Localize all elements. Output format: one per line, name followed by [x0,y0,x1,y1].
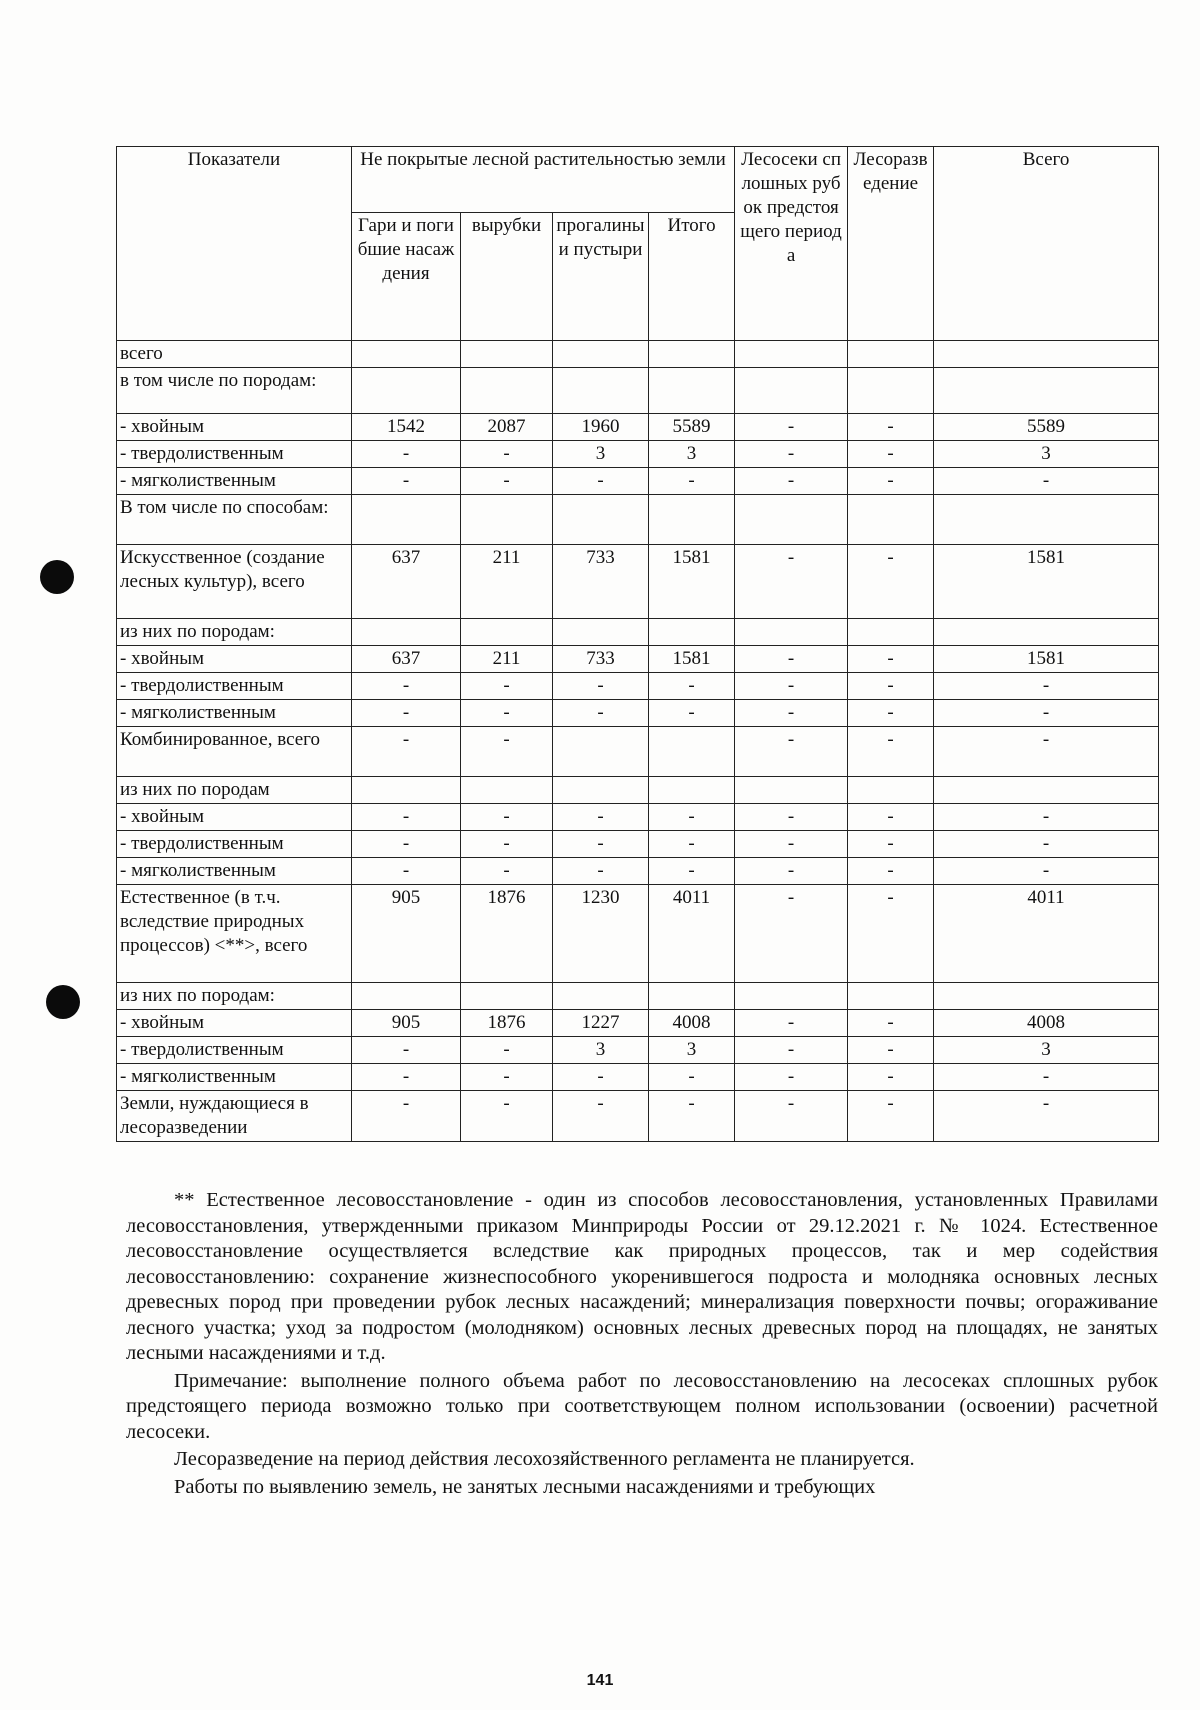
table-row [117,619,1159,646]
table-cell: 733 [553,545,649,619]
table-cell [352,619,461,646]
table-row [117,1037,1159,1064]
header-subtotal: Итого [649,213,735,341]
table-cell: - [461,1064,553,1091]
table-cell: - [461,804,553,831]
table-cell: - [848,1091,934,1142]
table-cell: - [934,804,1159,831]
table-cell: - [649,831,735,858]
table-cell: - [848,1037,934,1064]
table-cell: 1542 [352,414,461,441]
row-label: - хвойным [117,414,352,441]
table-cell: - [352,804,461,831]
table-cell: - [461,468,553,495]
table-cell: - [735,700,848,727]
table-cell: - [461,673,553,700]
table-cell: 211 [461,545,553,619]
table-cell: - [735,1091,848,1142]
table-row [117,414,1159,441]
table-cell: - [848,858,934,885]
table-cell [649,619,735,646]
table-row [117,1010,1159,1037]
table-cell: 1230 [553,885,649,983]
table-cell: - [934,700,1159,727]
row-label: - мягколиственным [117,468,352,495]
table-cell: - [934,831,1159,858]
table-cell: - [934,468,1159,495]
table-row [117,646,1159,673]
table-row [117,495,1159,545]
table-cell: 1581 [934,646,1159,673]
table-cell: - [934,858,1159,885]
table-cell: - [649,700,735,727]
row-label: - хвойным [117,804,352,831]
table-cell: - [848,831,934,858]
table-cell [934,341,1159,368]
row-label: - хвойным [117,646,352,673]
table-cell: - [352,1064,461,1091]
table-cell: - [352,468,461,495]
table-cell: - [352,673,461,700]
table-cell: 637 [352,545,461,619]
header-non-covered: Не покрытые лесной растительностью земли [352,147,735,213]
table-row [117,858,1159,885]
table-cell: - [735,1010,848,1037]
table-cell [649,727,735,777]
row-label: из них по породам [117,777,352,804]
table-cell [649,495,735,545]
table-cell: 4011 [934,885,1159,983]
row-label: Искусственное (создание лесных культур), всего [117,545,352,619]
table-cell [649,341,735,368]
table-cell: - [735,727,848,777]
table-cell [461,983,553,1010]
table-row [117,368,1159,414]
table-cell: - [735,441,848,468]
table-cell: - [735,414,848,441]
table-cell: 733 [553,646,649,673]
row-label: - мягколиственным [117,700,352,727]
table-cell [553,727,649,777]
table-cell [848,495,934,545]
reforestation-table [116,146,1159,1142]
table-cell: - [352,858,461,885]
table-cell: 3 [553,1037,649,1064]
table-cell: 1876 [461,885,553,983]
table-cell [352,777,461,804]
table-cell: - [461,700,553,727]
footnote-text: ** Естественное лесовосстановление - один из способов лесовосстановления, установленных Правилами лесовосстановления, утвержденными приказом Минприроды России от 29.12.2021 г. № 1024. Естественное лесовосстановление осуществляется вследствие как природных процессов, так и мер содействия лесовосстановлению: сохранение жизнеспособного укоренившегося подроста и молодняка основных лесных древесных пород при проведении рубок лесных насаждений; минерализация поверхности почвы; огораживание лесного участка; уход за подростом (молодняком) основных лесных древесных пород на площадях, не занятых лесными насаждениями и т.д. [126,1189,1158,1364]
row-label: - твердолиственным [117,1037,352,1064]
table-cell: - [735,858,848,885]
table-cell: 1581 [934,545,1159,619]
table-cell: 1581 [649,646,735,673]
table-cell: 211 [461,646,553,673]
table-cell: - [352,441,461,468]
table-cell: 905 [352,885,461,983]
table-cell: 4011 [649,885,735,983]
table-row [117,468,1159,495]
table-cell: 3 [934,441,1159,468]
row-label: Естественное (в т.ч. вследствие природных процессов) <**>, всего [117,885,352,983]
table-cell: 1581 [649,545,735,619]
header-total: Всего [934,147,1159,341]
table-cell: 5589 [649,414,735,441]
table-cell: - [848,1010,934,1037]
table-cell [461,619,553,646]
table-cell: - [649,804,735,831]
table-cell: - [735,1037,848,1064]
table-cell: - [934,673,1159,700]
table-cell: 4008 [934,1010,1159,1037]
table-cell [553,983,649,1010]
table-cell [461,495,553,545]
table-cell: - [735,1064,848,1091]
binder-hole [46,985,80,1019]
table-cell: 4008 [649,1010,735,1037]
table-cell: - [735,468,848,495]
table-row [117,1064,1159,1091]
table-row [117,545,1159,619]
table-cell: - [735,646,848,673]
table-cell: - [553,831,649,858]
table-cell: - [352,700,461,727]
table-cell: - [848,1064,934,1091]
row-label: - твердолиственным [117,831,352,858]
table-cell [848,983,934,1010]
table-cell [649,983,735,1010]
table-cell [461,341,553,368]
table-row [117,804,1159,831]
table-cell: - [934,1064,1159,1091]
table-cell: 5589 [934,414,1159,441]
table-cell: - [553,1064,649,1091]
table-cell: - [649,673,735,700]
table-cell [553,368,649,414]
table-cell [649,777,735,804]
table-cell [735,619,848,646]
table-cell [735,983,848,1010]
table-cell: - [649,858,735,885]
table-cell: - [848,804,934,831]
table-cell: - [848,673,934,700]
table-cell [735,341,848,368]
table-cell [934,777,1159,804]
row-label: Комбинированное, всего [117,727,352,777]
table-cell: - [461,441,553,468]
table-cell: - [649,1091,735,1142]
table-cell: - [848,727,934,777]
table-cell: 3 [649,1037,735,1064]
table-cell [649,368,735,414]
table-cell: - [352,727,461,777]
table-cell [735,495,848,545]
row-label: Земли, нуждающиеся в лесоразведении [117,1091,352,1142]
table-cell: - [735,804,848,831]
table-cell: - [352,1091,461,1142]
table-row [117,983,1159,1010]
notes-block [126,1188,1158,1502]
table-cell: - [553,673,649,700]
table-cell [848,368,934,414]
row-label: - твердолиственным [117,673,352,700]
table-cell [352,983,461,1010]
table-cell: 1876 [461,1010,553,1037]
table-cell: - [352,1037,461,1064]
table-cell [934,368,1159,414]
table-cell: 3 [649,441,735,468]
table-cell: - [735,831,848,858]
table-cell: 3 [934,1037,1159,1064]
table-row [117,831,1159,858]
table-row [117,885,1159,983]
table-cell: - [649,468,735,495]
table-cell [553,495,649,545]
row-label: - твердолиственным [117,441,352,468]
table-row [117,777,1159,804]
table-cell [848,619,934,646]
table-cell: - [553,468,649,495]
afforestation-plan-text: Лесоразведение на период действия лесохозяйственного регламента не планируется. [174,1448,915,1470]
table-cell: - [848,545,934,619]
table-cell: - [848,700,934,727]
remark-text: Примечание: выполнение полного объема работ по лесовосстановлению на лесосеках сплошных рубок предстоящего периода возможно только при соответствующем полном использовании (освоении) расчетной лесосеки. [126,1369,1158,1443]
table-cell: 905 [352,1010,461,1037]
table-cell [352,495,461,545]
table-cell: - [848,468,934,495]
table-cell: - [848,885,934,983]
table-cell: - [553,700,649,727]
table-cell: 3 [553,441,649,468]
table-row [117,441,1159,468]
header-cuttings: вырубки [461,213,553,341]
table-cell: - [461,858,553,885]
table-cell [934,495,1159,545]
table-cell: - [934,727,1159,777]
table-cell: - [553,1091,649,1142]
row-label: - мягколиственным [117,858,352,885]
table-cell [461,777,553,804]
table-cell: - [553,858,649,885]
table-cell [553,619,649,646]
header-glades: прогалины и пустыри [553,213,649,341]
table-cell [848,777,934,804]
table-cell: - [934,1091,1159,1142]
table-cell [934,619,1159,646]
binder-hole [40,560,74,594]
row-label: всего [117,341,352,368]
table-row [117,727,1159,777]
table-cell: - [735,885,848,983]
table-row [117,341,1159,368]
table-row [117,700,1159,727]
table-cell: - [461,1091,553,1142]
table-cell: 2087 [461,414,553,441]
table-cell: - [553,804,649,831]
row-label: В том числе по способам: [117,495,352,545]
table-cell: - [352,831,461,858]
row-label: из них по породам: [117,983,352,1010]
table-cell [553,777,649,804]
table-cell [352,341,461,368]
table-cell: - [461,727,553,777]
row-label: из них по породам: [117,619,352,646]
table-cell [553,341,649,368]
table-cell: - [848,646,934,673]
row-label: - хвойным [117,1010,352,1037]
table-cell: - [649,1064,735,1091]
header-burns: Гари и погибшие насаждения [352,213,461,341]
table-row [117,673,1159,700]
table-cell: - [461,1037,553,1064]
row-label: - мягколиственным [117,1064,352,1091]
table-cell [735,368,848,414]
table-cell [352,368,461,414]
table-cell [848,341,934,368]
page-number: 141 [586,1672,614,1689]
header-clearcut-areas: Лесосеки сплошных рубок предстоящего периода [735,147,848,341]
continuation-text: Работы по выявлению земель, не занятых лесными насаждениями и требующих [174,1475,876,1498]
table-cell: - [735,545,848,619]
header-afforestation: Лесоразведение [848,147,934,341]
table-cell: - [848,414,934,441]
table-cell: - [735,673,848,700]
table-cell: - [848,441,934,468]
table-cell [461,368,553,414]
row-label: в том числе по породам: [117,368,352,414]
table-cell: - [461,831,553,858]
table-cell: 1960 [553,414,649,441]
table-cell: 1227 [553,1010,649,1037]
table-cell [934,983,1159,1010]
header-indicators: Показатели [117,147,352,341]
table-cell: 637 [352,646,461,673]
table-row [117,1091,1159,1142]
table-cell [735,777,848,804]
